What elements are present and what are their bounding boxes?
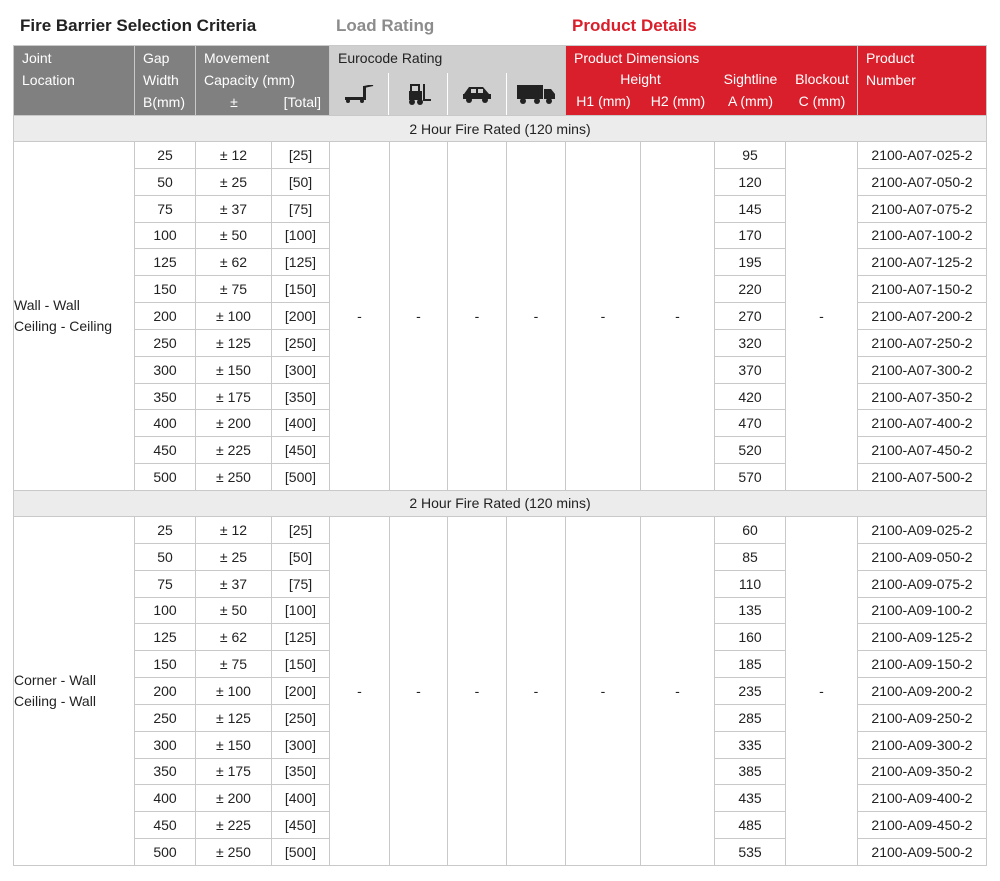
gap-width-value: 300 <box>135 731 196 758</box>
gap-width-value: 100 <box>135 597 196 624</box>
movement-total-value: [300] <box>272 356 330 383</box>
sightline-value: 570 <box>715 464 786 491</box>
gap-width-value: 150 <box>135 276 196 303</box>
movement-value: ± 62 <box>196 249 272 276</box>
movement-value: ± 25 <box>196 543 272 570</box>
movement-value: ± 175 <box>196 383 272 410</box>
load-rating-pallet-value: - <box>330 516 390 865</box>
sightline-value: 185 <box>715 651 786 678</box>
movement-value: ± 175 <box>196 758 272 785</box>
header-eurocode-rating: Eurocode Rating <box>330 46 566 116</box>
gap-width-value: 350 <box>135 758 196 785</box>
gap-width-value: 450 <box>135 812 196 839</box>
load-rating-forklift-value: - <box>390 142 448 491</box>
product-number-value: 2100-A07-150-2 <box>858 276 987 303</box>
product-number-value: 2100-A09-500-2 <box>858 839 987 866</box>
height-h1-value: - <box>566 516 641 865</box>
pallet-truck-icon <box>330 73 389 115</box>
movement-value: ± 12 <box>196 142 272 169</box>
gap-width-value: 100 <box>135 222 196 249</box>
product-number-value: 2100-A07-025-2 <box>858 142 987 169</box>
product-number-value: 2100-A07-125-2 <box>858 249 987 276</box>
movement-total-value: [200] <box>272 303 330 330</box>
sightline-value: 60 <box>715 516 786 543</box>
section-title-selection-criteria: Fire Barrier Selection Criteria <box>20 16 257 35</box>
gap-width-value: 75 <box>135 195 196 222</box>
movement-total-value: [25] <box>272 516 330 543</box>
load-rating-truck-value: - <box>507 142 566 491</box>
movement-total-value: [75] <box>272 570 330 597</box>
movement-value: ± 75 <box>196 276 272 303</box>
movement-value: ± 100 <box>196 678 272 705</box>
section-title-load-rating: Load Rating <box>336 16 435 35</box>
movement-value: ± 125 <box>196 704 272 731</box>
product-number-value: 2100-A09-075-2 <box>858 570 987 597</box>
product-number-value: 2100-A09-050-2 <box>858 543 987 570</box>
sightline-value: 235 <box>715 678 786 705</box>
sightline-value: 120 <box>715 168 786 195</box>
fire-barrier-table <box>13 45 987 866</box>
movement-total-value: [125] <box>272 249 330 276</box>
product-number-value: 2100-A07-050-2 <box>858 168 987 195</box>
product-number-value: 2100-A09-125-2 <box>858 624 987 651</box>
movement-total-value: [400] <box>272 410 330 437</box>
gap-width-value: 50 <box>135 168 196 195</box>
movement-total-value: [250] <box>272 704 330 731</box>
product-number-value: 2100-A07-075-2 <box>858 195 987 222</box>
movement-value: ± 75 <box>196 651 272 678</box>
movement-total-value: [125] <box>272 624 330 651</box>
load-rating-forklift-value: - <box>390 516 448 865</box>
product-number-value: 2100-A09-250-2 <box>858 704 987 731</box>
header-product-dimensions: Product Dimensions Height H1 (mm) H2 (mm) Sightline A (mm) Blockout C (mm) <box>566 46 858 116</box>
gap-width-value: 125 <box>135 624 196 651</box>
movement-total-value: [50] <box>272 543 330 570</box>
sightline-value: 285 <box>715 704 786 731</box>
sightline-value: 320 <box>715 329 786 356</box>
movement-value: ± 100 <box>196 303 272 330</box>
movement-value: ± 250 <box>196 464 272 491</box>
product-number-value: 2100-A07-350-2 <box>858 383 987 410</box>
movement-value: ± 12 <box>196 516 272 543</box>
movement-value: ± 200 <box>196 410 272 437</box>
product-number-value: 2100-A09-025-2 <box>858 516 987 543</box>
height-h2-value: - <box>641 516 715 865</box>
blockout-value: - <box>786 516 858 865</box>
sightline-value: 195 <box>715 249 786 276</box>
gap-width-value: 500 <box>135 464 196 491</box>
movement-value: ± 50 <box>196 597 272 624</box>
sightline-value: 335 <box>715 731 786 758</box>
movement-total-value: [450] <box>272 437 330 464</box>
product-number-value: 2100-A07-300-2 <box>858 356 987 383</box>
product-number-value: 2100-A09-300-2 <box>858 731 987 758</box>
product-number-value: 2100-A07-400-2 <box>858 410 987 437</box>
sightline-value: 370 <box>715 356 786 383</box>
product-number-value: 2100-A09-100-2 <box>858 597 987 624</box>
sightline-value: 435 <box>715 785 786 812</box>
sightline-value: 135 <box>715 597 786 624</box>
height-h2-value: - <box>641 142 715 491</box>
sightline-value: 485 <box>715 812 786 839</box>
movement-total-value: [350] <box>272 758 330 785</box>
product-number-value: 2100-A09-350-2 <box>858 758 987 785</box>
movement-total-value: [75] <box>272 195 330 222</box>
movement-total-value: [200] <box>272 678 330 705</box>
joint-location: Wall - Wall Ceiling - Ceiling <box>14 142 135 491</box>
product-number-value: 2100-A09-200-2 <box>858 678 987 705</box>
sightline-value: 85 <box>715 543 786 570</box>
movement-total-value: [500] <box>272 464 330 491</box>
movement-value: ± 37 <box>196 570 272 597</box>
sightline-value: 170 <box>715 222 786 249</box>
table-row <box>14 516 987 543</box>
gap-width-value: 400 <box>135 410 196 437</box>
movement-value: ± 62 <box>196 624 272 651</box>
joint-location: Corner - Wall Ceiling - Wall <box>14 516 135 865</box>
product-number-value: 2100-A09-400-2 <box>858 785 987 812</box>
gap-width-value: 75 <box>135 570 196 597</box>
sightline-value: 95 <box>715 142 786 169</box>
table-row <box>14 142 987 169</box>
movement-total-value: [100] <box>272 597 330 624</box>
movement-total-value: [25] <box>272 142 330 169</box>
blockout-value: - <box>786 142 858 491</box>
movement-value: ± 200 <box>196 785 272 812</box>
header-gap-width: Gap Width B(mm) <box>135 46 196 116</box>
product-number-value: 2100-A09-450-2 <box>858 812 987 839</box>
movement-total-value: [350] <box>272 383 330 410</box>
movement-value: ± 150 <box>196 731 272 758</box>
movement-total-value: [100] <box>272 222 330 249</box>
sightline-value: 535 <box>715 839 786 866</box>
gap-width-value: 125 <box>135 249 196 276</box>
sightline-value: 470 <box>715 410 786 437</box>
product-number-value: 2100-A07-250-2 <box>858 329 987 356</box>
sightline-value: 270 <box>715 303 786 330</box>
movement-value: ± 25 <box>196 168 272 195</box>
movement-value: ± 37 <box>196 195 272 222</box>
sightline-value: 520 <box>715 437 786 464</box>
gap-width-value: 200 <box>135 303 196 330</box>
load-rating-pallet-value: - <box>330 142 390 491</box>
fire-rating-band <box>14 490 987 516</box>
product-number-value: 2100-A07-200-2 <box>858 303 987 330</box>
header-product-number: Product Number <box>858 46 987 116</box>
movement-value: ± 125 <box>196 329 272 356</box>
header-joint-location: Joint Location <box>14 46 135 116</box>
gap-width-value: 200 <box>135 678 196 705</box>
truck-icon <box>507 73 565 115</box>
forklift-icon <box>389 73 448 115</box>
load-rating-car-value: - <box>448 142 507 491</box>
gap-width-value: 400 <box>135 785 196 812</box>
movement-total-value: [400] <box>272 785 330 812</box>
sightline-value: 220 <box>715 276 786 303</box>
sightline-value: 145 <box>715 195 786 222</box>
sightline-value: 385 <box>715 758 786 785</box>
gap-width-value: 250 <box>135 704 196 731</box>
movement-value: ± 250 <box>196 839 272 866</box>
movement-total-value: [150] <box>272 651 330 678</box>
product-number-value: 2100-A07-500-2 <box>858 464 987 491</box>
product-number-value: 2100-A07-100-2 <box>858 222 987 249</box>
gap-width-value: 350 <box>135 383 196 410</box>
movement-total-value: [300] <box>272 731 330 758</box>
product-number-value: 2100-A09-150-2 <box>858 651 987 678</box>
fire-rating-label: 2 Hour Fire Rated (120 mins) <box>14 116 987 142</box>
product-number-value: 2100-A07-450-2 <box>858 437 987 464</box>
load-rating-car-value: - <box>448 516 507 865</box>
load-rating-truck-value: - <box>507 516 566 865</box>
gap-width-value: 25 <box>135 516 196 543</box>
gap-width-value: 250 <box>135 329 196 356</box>
movement-total-value: [150] <box>272 276 330 303</box>
gap-width-value: 50 <box>135 543 196 570</box>
car-icon <box>448 73 507 115</box>
gap-width-value: 25 <box>135 142 196 169</box>
movement-value: ± 225 <box>196 437 272 464</box>
fire-rating-label: 2 Hour Fire Rated (120 mins) <box>14 490 987 516</box>
movement-total-value: [450] <box>272 812 330 839</box>
movement-value: ± 150 <box>196 356 272 383</box>
sightline-value: 110 <box>715 570 786 597</box>
sightline-value: 420 <box>715 383 786 410</box>
movement-value: ± 225 <box>196 812 272 839</box>
movement-value: ± 50 <box>196 222 272 249</box>
section-title-product-details: Product Details <box>572 16 697 35</box>
movement-total-value: [50] <box>272 168 330 195</box>
height-h1-value: - <box>566 142 641 491</box>
header-movement-capacity: Movement Capacity (mm) ± [Total] <box>196 46 330 116</box>
gap-width-value: 450 <box>135 437 196 464</box>
fire-rating-band <box>14 116 987 142</box>
sightline-value: 160 <box>715 624 786 651</box>
gap-width-value: 500 <box>135 839 196 866</box>
gap-width-value: 300 <box>135 356 196 383</box>
gap-width-value: 150 <box>135 651 196 678</box>
movement-total-value: [500] <box>272 839 330 866</box>
movement-total-value: [250] <box>272 329 330 356</box>
